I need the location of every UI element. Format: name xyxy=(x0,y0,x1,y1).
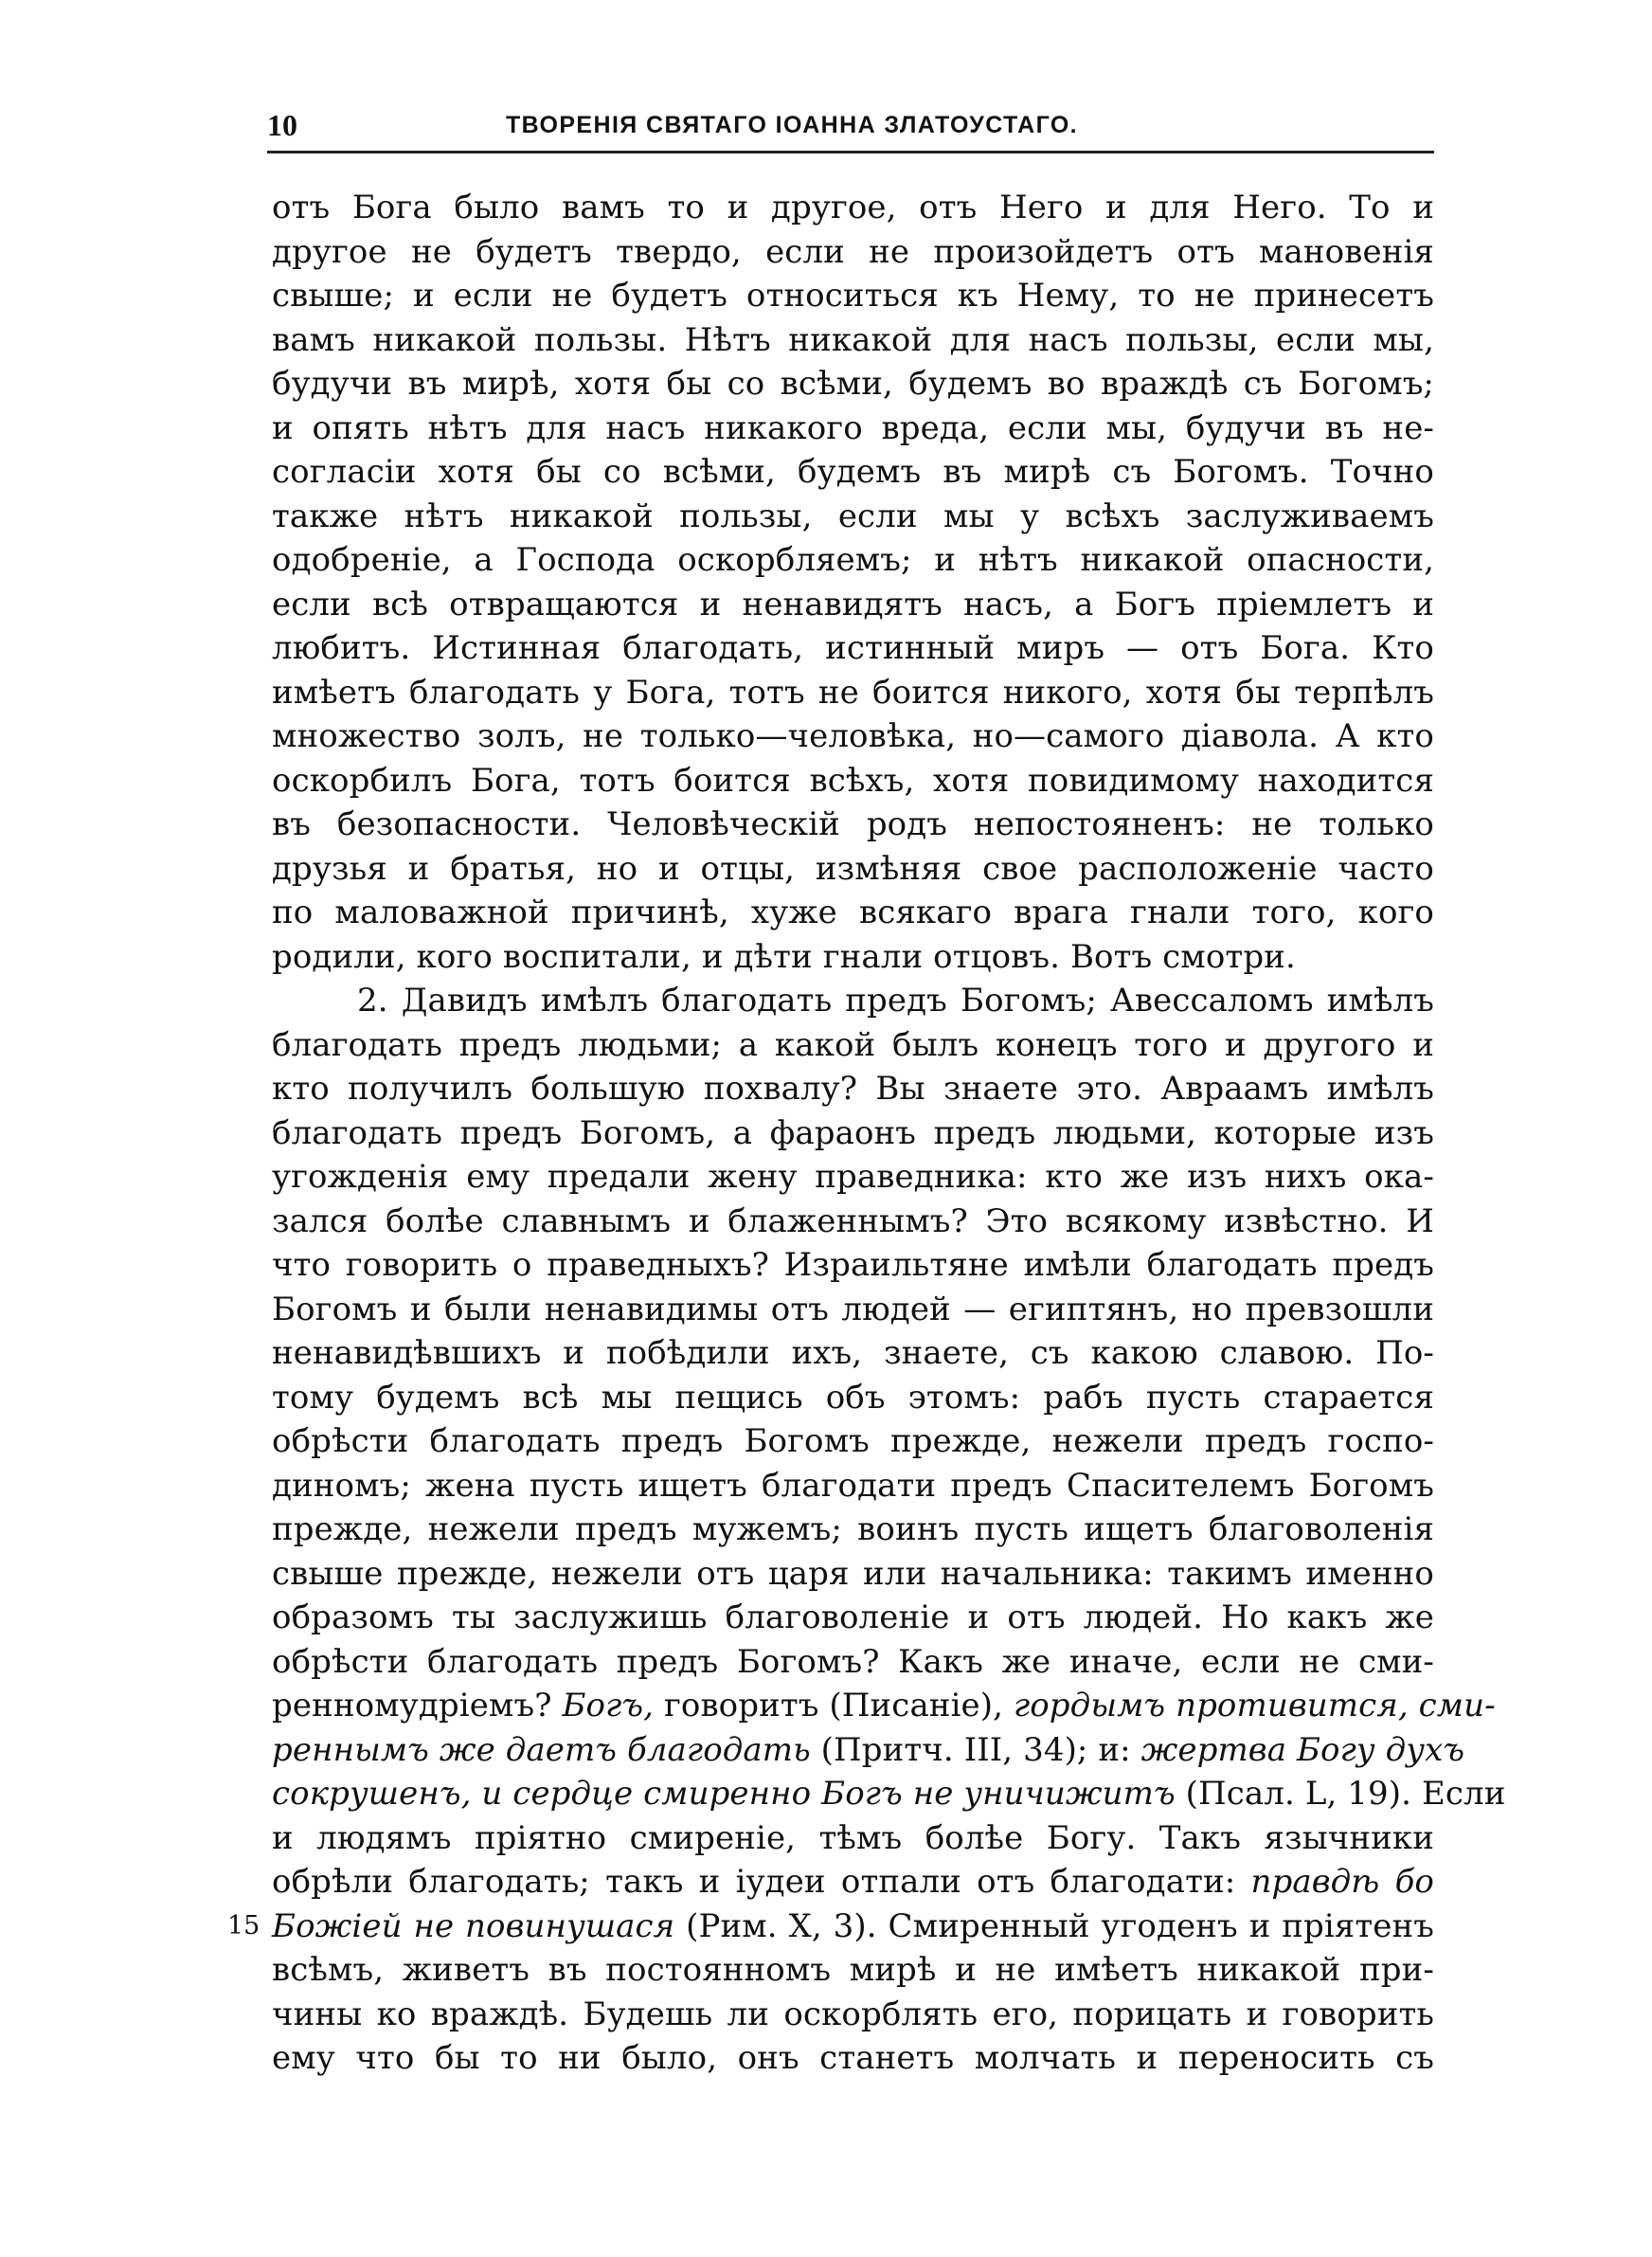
citation-reference: (Рим. X, 3). Смиренный угоденъ и пріятенъ xyxy=(674,1906,1434,1945)
text-line: отъ Бога было вамъ то и другое, отъ Него и для Него. То и xyxy=(272,189,1434,226)
scripture-quote: гордымъ противится, сми- xyxy=(1013,1687,1496,1724)
text-line: согласіи хотя бы со всѣми, будемъ въ мирѣ съ Богомъ. Точно xyxy=(272,453,1434,491)
text-line: оскорбилъ Бога, тотъ боится всѣхъ, хотя повидимому находится xyxy=(272,761,1434,800)
text-line: ему что бы то ни было, онъ станетъ молчать и переносить съ xyxy=(272,2039,1434,2077)
page-body xyxy=(227,186,1506,2081)
text-line: множество золъ, не только—человѣка, но—самого діавола. А кто xyxy=(272,717,1434,755)
text-line: ненавидѣвшихъ и побѣдили ихъ, знаете, съ какою славою. По- xyxy=(272,1334,1434,1372)
text-line: въ безопасности. Человѣческій родъ непостояненъ: не только xyxy=(272,805,1434,843)
text-line: обрѣсти благодать предъ Богомъ прежде, нежели предъ госпо- xyxy=(272,1422,1434,1460)
scripture-quote: сокрушенъ, и сердце смиренно Богъ не уничижитъ xyxy=(272,1775,1176,1813)
text-line-mixed-italic xyxy=(272,1860,1434,1905)
text-line: зался болѣе славнымъ и блаженнымъ? Это всякому извѣстно. И xyxy=(272,1201,1434,1240)
text-line: чины ко враждѣ. Будешь ли оскорблять его, порицать и говорить xyxy=(272,1995,1434,2033)
citation-reference: (Псал. L, 19). Если xyxy=(1175,1775,1506,1813)
text-line: диномъ; жена пусть ищетъ благодати предъ Спасителемъ Богомъ xyxy=(272,1466,1434,1505)
page-number: 10 xyxy=(267,108,297,142)
text-line: будучи въ мирѣ, хотя бы со всѣми, будемъ во враждѣ съ Богомъ; xyxy=(272,365,1434,403)
text-line: другое не будетъ твердо, если не произойдетъ отъ мановенія xyxy=(272,232,1434,271)
text-line: вамъ никакой пользы. Нѣтъ никакой для насъ пользы, если мы, xyxy=(272,320,1434,359)
scripture-quote-speaker: Богъ, xyxy=(562,1687,655,1724)
scripture-quote: жертва Богу духъ xyxy=(1140,1730,1465,1769)
text-line: и людямъ пріятно смиреніе, тѣмъ болѣе Богу. Такъ язычники xyxy=(272,1818,1434,1857)
running-title: ТВОРЕНІЯ СВЯТАГО ІОАННА ЗЛАТОУСТАГО. xyxy=(506,112,1079,138)
text-line: по маловажной причинѣ, хуже всякаго врага гнали того, кого xyxy=(272,894,1434,931)
text-line: свыше; и если не будетъ относиться къ Нему, то не принесетъ xyxy=(272,277,1434,315)
text-line: угожденія ему предали жену праведника: кто же изъ нихъ ока- xyxy=(272,1158,1434,1196)
page-header xyxy=(267,106,1434,144)
text-line: благодать предъ людьми; а какой былъ конецъ того и другого и xyxy=(272,1025,1434,1064)
text-line: благодать предъ Богомъ, а фараонъ предъ людьми, которые изъ xyxy=(272,1113,1434,1152)
margin-line-number: 15 xyxy=(227,1910,260,1941)
text-line: всѣмъ, живетъ въ постоянномъ мирѣ и не имѣетъ никакой при- xyxy=(272,1951,1434,1989)
text-line: друзья и братья, но и отцы, измѣняя свое расположеніе часто xyxy=(272,849,1434,888)
text-line-mixed-italic xyxy=(272,1728,1465,1773)
text-line: обрѣсти благодать предъ Богомъ? Какъ же иначе, если не сми- xyxy=(272,1642,1434,1681)
text-run: ренномудріемъ? xyxy=(272,1687,563,1724)
text-run: говоритъ (Писаніе), xyxy=(654,1687,1014,1724)
scripture-quote: Божіей не повинушася xyxy=(272,1906,675,1945)
text-line: 2. Давидъ имѣлъ благодать предъ Богомъ; Авессаломъ имѣлъ xyxy=(357,982,1434,1020)
text-line-mixed-italic xyxy=(272,1772,1506,1816)
text-run: обрѣли благодать; такъ и іудеи отпали отъ благодати: xyxy=(272,1863,1251,1901)
text-line: любитъ. Истинная благодать, истинный миръ — отъ Бога. Кто xyxy=(272,629,1434,667)
text-line: образомъ ты заслужишь благоволеніе и отъ людей. Но какъ же xyxy=(272,1598,1434,1636)
scripture-quote: реннымъ же даетъ благодать xyxy=(272,1730,811,1769)
text-line: также нѣтъ никакой пользы, если мы у всѣхъ заслуживаемъ xyxy=(272,497,1434,535)
text-line: и опять нѣтъ для насъ никакого вреда, если мы, будучи въ не- xyxy=(272,408,1434,447)
citation-reference: (Притч. III, 34); и: xyxy=(810,1730,1141,1769)
text-line: свыше прежде, нежели отъ царя или начальника: такимъ именно xyxy=(272,1554,1434,1593)
text-line-mixed-italic xyxy=(272,1684,1496,1728)
text-line: родили, кого воспитали, и дѣти гнали отцовъ. Вотъ смотри. xyxy=(272,937,1296,976)
text-line: одобреніе, а Господа оскорбляемъ; и нѣтъ никакой опасности, xyxy=(272,541,1434,579)
text-line-mixed-italic xyxy=(227,1905,1434,1949)
text-line: тому будемъ всѣ мы пещись объ этомъ: рабъ пусть старается xyxy=(272,1378,1434,1417)
scripture-quote: правдѣ бо xyxy=(1250,1863,1435,1901)
header-rule xyxy=(267,151,1434,153)
text-line: прежде, нежели предъ мужемъ; воинъ пусть ищетъ благоволенія xyxy=(272,1510,1434,1548)
text-line: имѣетъ благодать у Бога, тотъ не боится никого, хотя бы терпѣлъ xyxy=(272,673,1434,712)
text-line: Богомъ и были ненавидимы отъ людей — египтянъ, но превзошли xyxy=(272,1290,1434,1328)
text-line: что говорить о праведныхъ? Израильтяне имѣли благодать предъ xyxy=(272,1246,1434,1284)
text-line: если всѣ отвращаются и ненавидятъ насъ, а Богъ пріемлетъ и xyxy=(272,585,1434,623)
text-line: кто получилъ большую похвалу? Вы знаете это. Авраамъ имѣлъ xyxy=(272,1070,1434,1108)
